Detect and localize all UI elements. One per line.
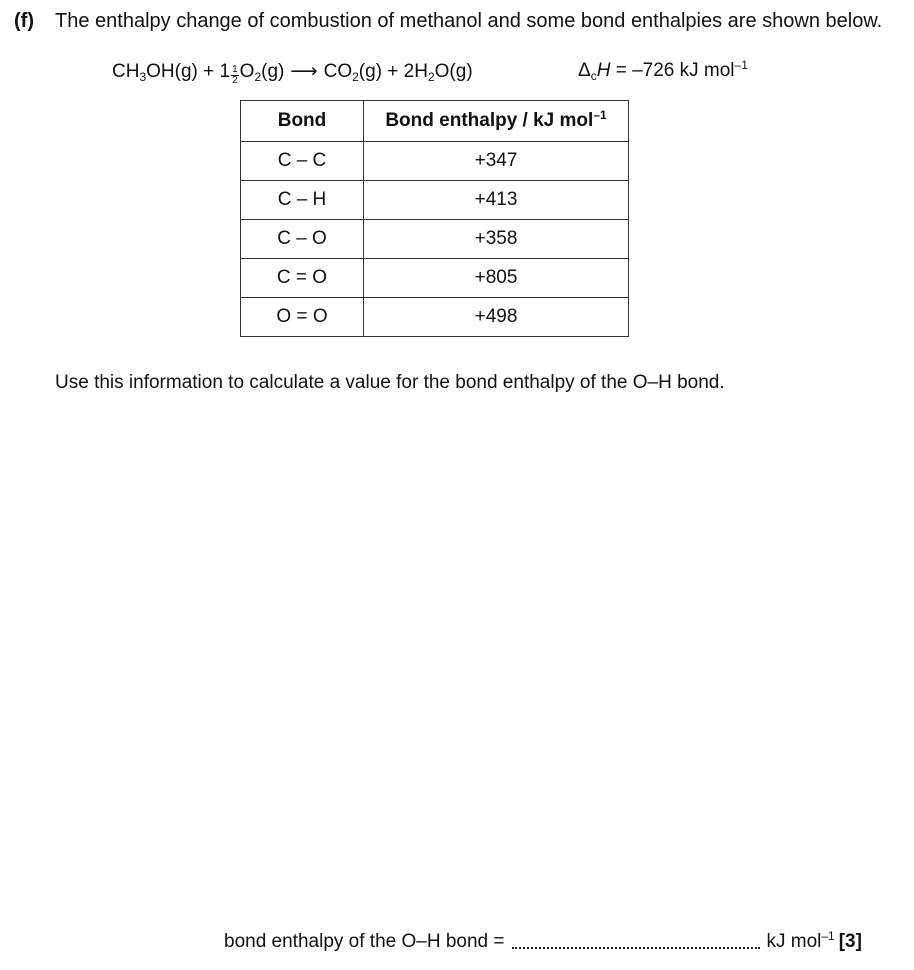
delta-symbol: Δ [578,60,591,81]
answer-line [224,931,862,953]
bond-cell: O = O [241,298,364,337]
table-row [241,298,629,337]
column-header-enthalpy [364,101,629,142]
column-header-exponent: –1 [593,108,607,122]
enthalpy-value: = –726 kJ mol [610,60,735,81]
co2-formula: CO [323,61,353,82]
question-intro: The enthalpy change of combustion of methanol and some bond enthalpies are shown below. [55,10,883,32]
table-row [241,142,629,181]
answer-unit-exponent: –1 [821,929,835,943]
table-row [241,220,629,259]
marks-badge: [3] [838,931,862,952]
bond-cell: C – H [241,181,364,220]
bond-enthalpy-table [240,100,629,337]
enthalpy-exponent: –1 [734,58,748,72]
delta-subscript: c [590,69,597,83]
answer-label: bond enthalpy of the O–H bond = [224,931,505,952]
question-instruction: Use this information to calculate a value for the bond enthalpy of the O–H bond. [55,372,725,393]
question-label: (f) [14,10,34,32]
answer-unit: kJ mol [766,931,822,952]
column-header-enthalpy-text: Bond enthalpy / kJ mol [385,110,594,131]
water-subscript: 2 [427,70,435,84]
enthalpy-cell: +805 [364,259,629,298]
bond-cell: C – C [241,142,364,181]
methanol-tail: OH(g) + 1 [146,61,231,82]
enthalpy-cell: +347 [364,142,629,181]
table-row [241,181,629,220]
enthalpy-change [578,60,748,82]
enthalpy-cell: +358 [364,220,629,259]
answer-input-line[interactable] [512,933,760,949]
fraction-denominator: 2 [232,75,238,86]
methanol-subscript: 3 [139,70,147,84]
bond-cell: C – O [241,220,364,259]
oxygen-tail: (g) [261,61,285,82]
co2-subscript: 2 [352,70,359,84]
water-tail: O(g) [434,61,473,82]
fraction-numerator: 1 [232,64,238,75]
enthalpy-cell: +413 [364,181,629,220]
table-header-row [241,101,629,142]
enthalpy-symbol: H [596,60,611,81]
half-fraction [231,65,239,86]
enthalpy-cell: +498 [364,298,629,337]
co2-tail: (g) + 2H [358,61,428,82]
column-header-bond: Bond [241,101,364,142]
table-row [241,259,629,298]
reaction-arrow-icon: ⟶ [290,61,318,82]
oxygen-formula: O [239,61,255,82]
methanol-formula: CH [112,61,140,82]
oxygen-subscript: 2 [254,70,262,84]
combustion-equation [112,60,473,86]
bond-cell: C = O [241,259,364,298]
